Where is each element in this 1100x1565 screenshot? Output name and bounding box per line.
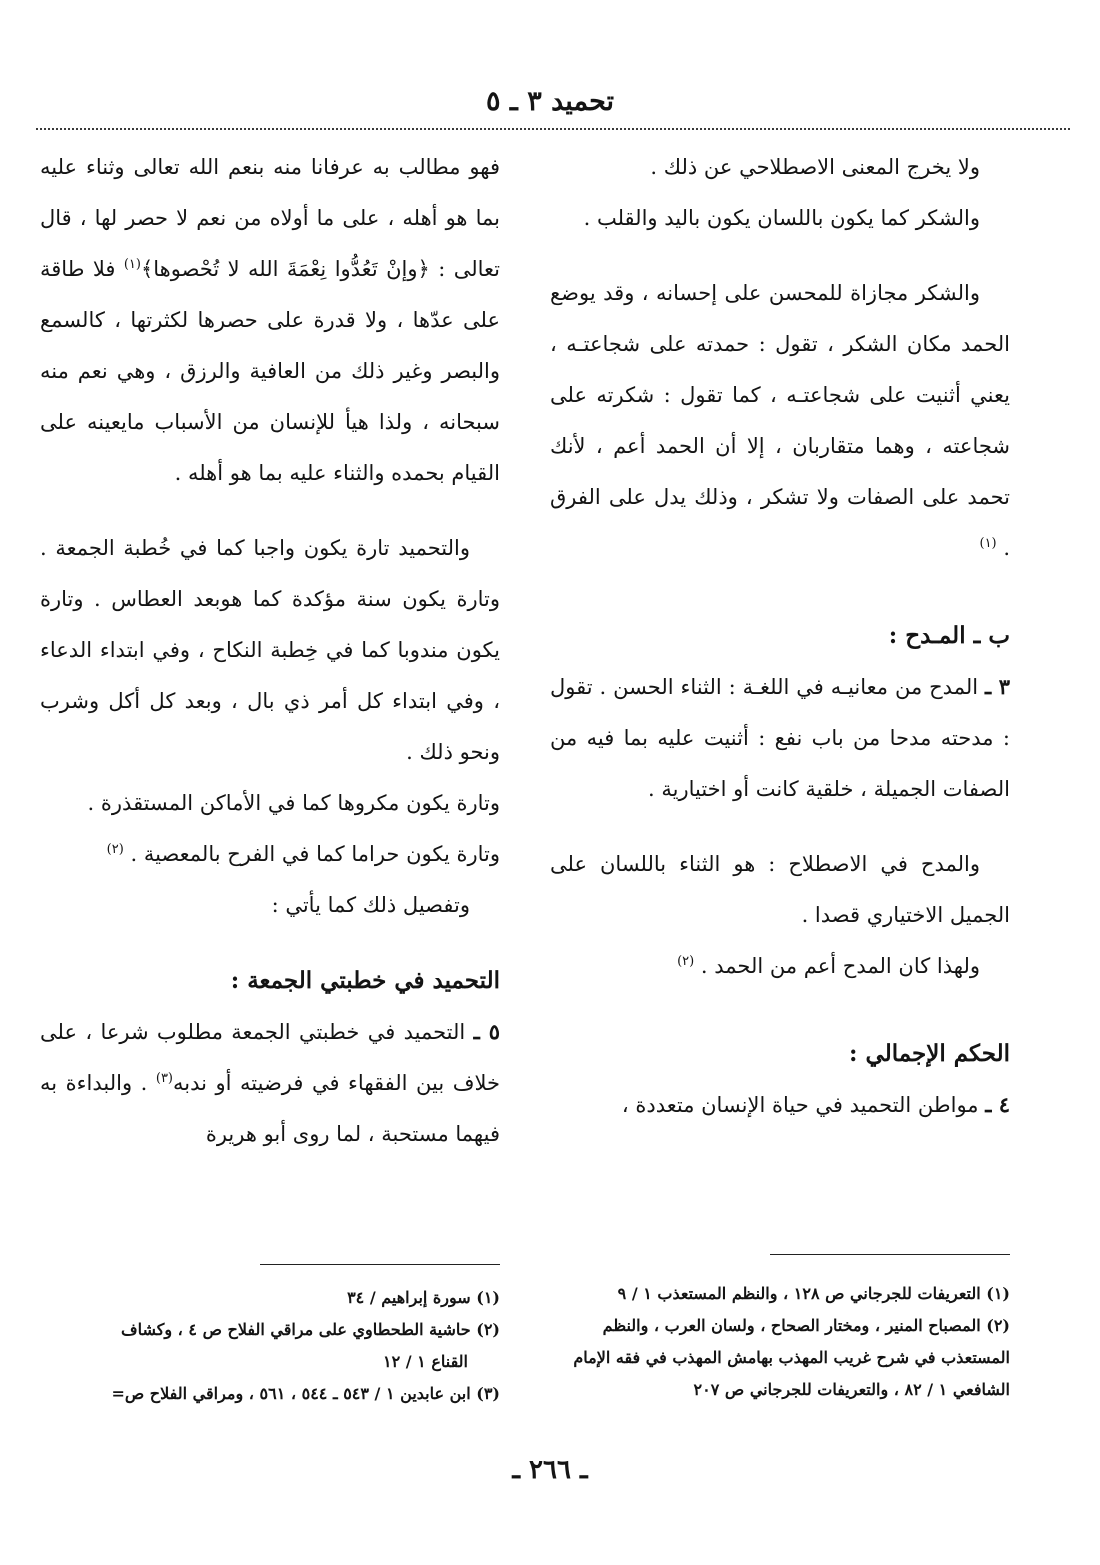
paragraph xyxy=(40,142,500,499)
footnote-ref: (٢) xyxy=(106,842,124,857)
paragraph xyxy=(550,1079,1010,1131)
spacer xyxy=(550,992,1010,1028)
footnote-ref: (١) xyxy=(979,536,997,551)
page-header-title: تحميد ٣ ـ ٥ xyxy=(485,86,615,117)
footnote: (٣) ابن عابدين ١ / ٥٤٣ ـ ٥٤٤ ، ٥٦١ ، ومراقي الفلاح ص= xyxy=(111,1384,500,1403)
paragraph xyxy=(40,829,500,880)
paragraph-text: فلا طاقة على عدّها ، ولا قدرة على حصرها لكثرتها ، كالسمع والبصر وغير ذلك من العافية والرزق ، وهي نعم منه سبحانه ، ولذا هيأ للإنسان من الأسباب مايعينه على القيام بحمده والثناء عليه بما هو أهله . xyxy=(40,257,500,485)
footnote-ref: (٣) xyxy=(155,1071,173,1086)
footnote-divider xyxy=(260,1264,500,1265)
paragraph-text: فهو مطالب به عرفانا منه بنعم الله تعالى وثناء عليه بما هو أهله ، على ما أولاه من نعم لا حصر لها ، قال تعالى : ﴿وإنْ تَعُدُّوا نِعْمَةَ الله لا تُحْصوها﴾ xyxy=(40,155,500,281)
paragraph-number: ٥ ـ xyxy=(473,1019,500,1044)
footnote: (٢) حاشية الطحطاوي على مراقي الفلاح ص ٤ ، وكشاف xyxy=(121,1320,500,1339)
paragraph-number: ٣ ـ xyxy=(985,674,1010,699)
right-column xyxy=(550,142,1010,1131)
section-heading: التحميد في خطبتي الجمعة : xyxy=(230,967,500,994)
footnote-ref: (٢) xyxy=(677,954,695,969)
footnotes-right xyxy=(550,1278,1010,1406)
paragraph: والشكر كما يكون باللسان يكون باليد والقلب . xyxy=(583,206,980,230)
section-heading: الحكم الإجمالي : xyxy=(849,1040,1010,1067)
paragraph-text: التحميد في خطبتي الجمعة مطلوب شرعا ، على خلاف بين الفقهاء في فرضيته أو ندبه xyxy=(40,1020,501,1095)
paragraph: والتحميد تارة يكون واجبا كما في خُطبة الجمعة . وتارة يكون سنة مؤكدة كما هوبعد العطاس . وتارة يكون مندوبا كما في خِطبة النكاح ، وفي ابتداء الدعاء ، وفي ابتداء كل أمر ذي بال ، وبعد كل أكل وشرب ونحو ذلك . xyxy=(40,536,500,764)
paragraph-text: وتارة يكون حراما كما في الفرح بالمعصية . xyxy=(130,842,500,866)
footnotes-left xyxy=(40,1282,500,1410)
spacer xyxy=(550,244,1010,268)
paragraph xyxy=(550,941,1010,992)
header-divider xyxy=(36,128,1070,130)
footnote: (٢) المصباح المنير ، ومختار الصحاح ، ولسان العرب ، والنظم المستعذب في شرح غريب المهذب بهامش المهذب في فقه الإمام الشافعي ١ / ٨٢ ، والتعريفات للجرجاني ص ٢٠٧ xyxy=(573,1316,1010,1399)
section-heading: ب ـ المـدح : xyxy=(888,622,1010,649)
left-column xyxy=(40,142,500,1160)
footnote: (١) سورة إبراهيم / ٣٤ xyxy=(347,1288,500,1307)
paragraph xyxy=(550,661,1010,815)
paragraph: ولا يخرج المعنى الاصطلاحي عن ذلك . xyxy=(650,155,980,179)
paragraph xyxy=(40,1006,500,1160)
spacer xyxy=(40,931,500,955)
paragraph: والمدح في الاصطلاح : هو الثناء باللسان على الجميل الاختياري قصدا . xyxy=(550,852,1010,927)
paragraph-text: مواطن التحميد في حياة الإنسان متعددة ، xyxy=(621,1093,979,1117)
paragraph-text: المدح من معانيـه في اللغـة : الثناء الحسن . تقول : مدحته مدحا من باب نفع : أثنيت عليه بما فيه من الصفات الجميلة ، خلقية كانت أو اختيارية . xyxy=(550,675,1010,801)
footnote: (١) التعريفات للجرجاني ص ١٢٨ ، والنظم المستعذب ١ / ٩ xyxy=(617,1284,1010,1303)
paragraph: وتارة يكون مكروها كما في الأماكن المستقذرة . xyxy=(87,791,500,815)
paragraph-text: والشكر مجازاة للمحسن على إحسانه ، وقد يوضع الحمد مكان الشكر ، تقول : حمدته على شجاعتـه ، يعني أثنيت على شجاعتـه ، كما تقول : شكرته على شجاعته ، وهما متقاربان ، إلا أن الحمد أعم ، لأنك تحمد على الصفات ولا تشكر ، وذلك يدل على الفرق . xyxy=(550,281,1010,560)
spacer xyxy=(550,574,1010,610)
page-number: ـ ٢٦٦ ـ xyxy=(512,1455,588,1485)
paragraph-text: ولهذا كان المدح أعم من الحمد . xyxy=(700,954,980,978)
paragraph-text: . والبداءة به فيهما مستحبة ، لما روى أبو هريرة xyxy=(40,1071,500,1146)
spacer xyxy=(40,499,500,523)
paragraph xyxy=(550,268,1010,574)
paragraph-number: ٤ ـ xyxy=(985,1092,1010,1117)
footnote-divider xyxy=(770,1254,1010,1255)
footnote-continuation: القناع ١ / ١٢ xyxy=(383,1352,468,1371)
footnote-ref: (١) xyxy=(123,257,141,272)
spacer xyxy=(550,815,1010,839)
page-header xyxy=(0,82,1100,122)
paragraph: وتفصيل ذلك كما يأتي : xyxy=(271,893,470,917)
